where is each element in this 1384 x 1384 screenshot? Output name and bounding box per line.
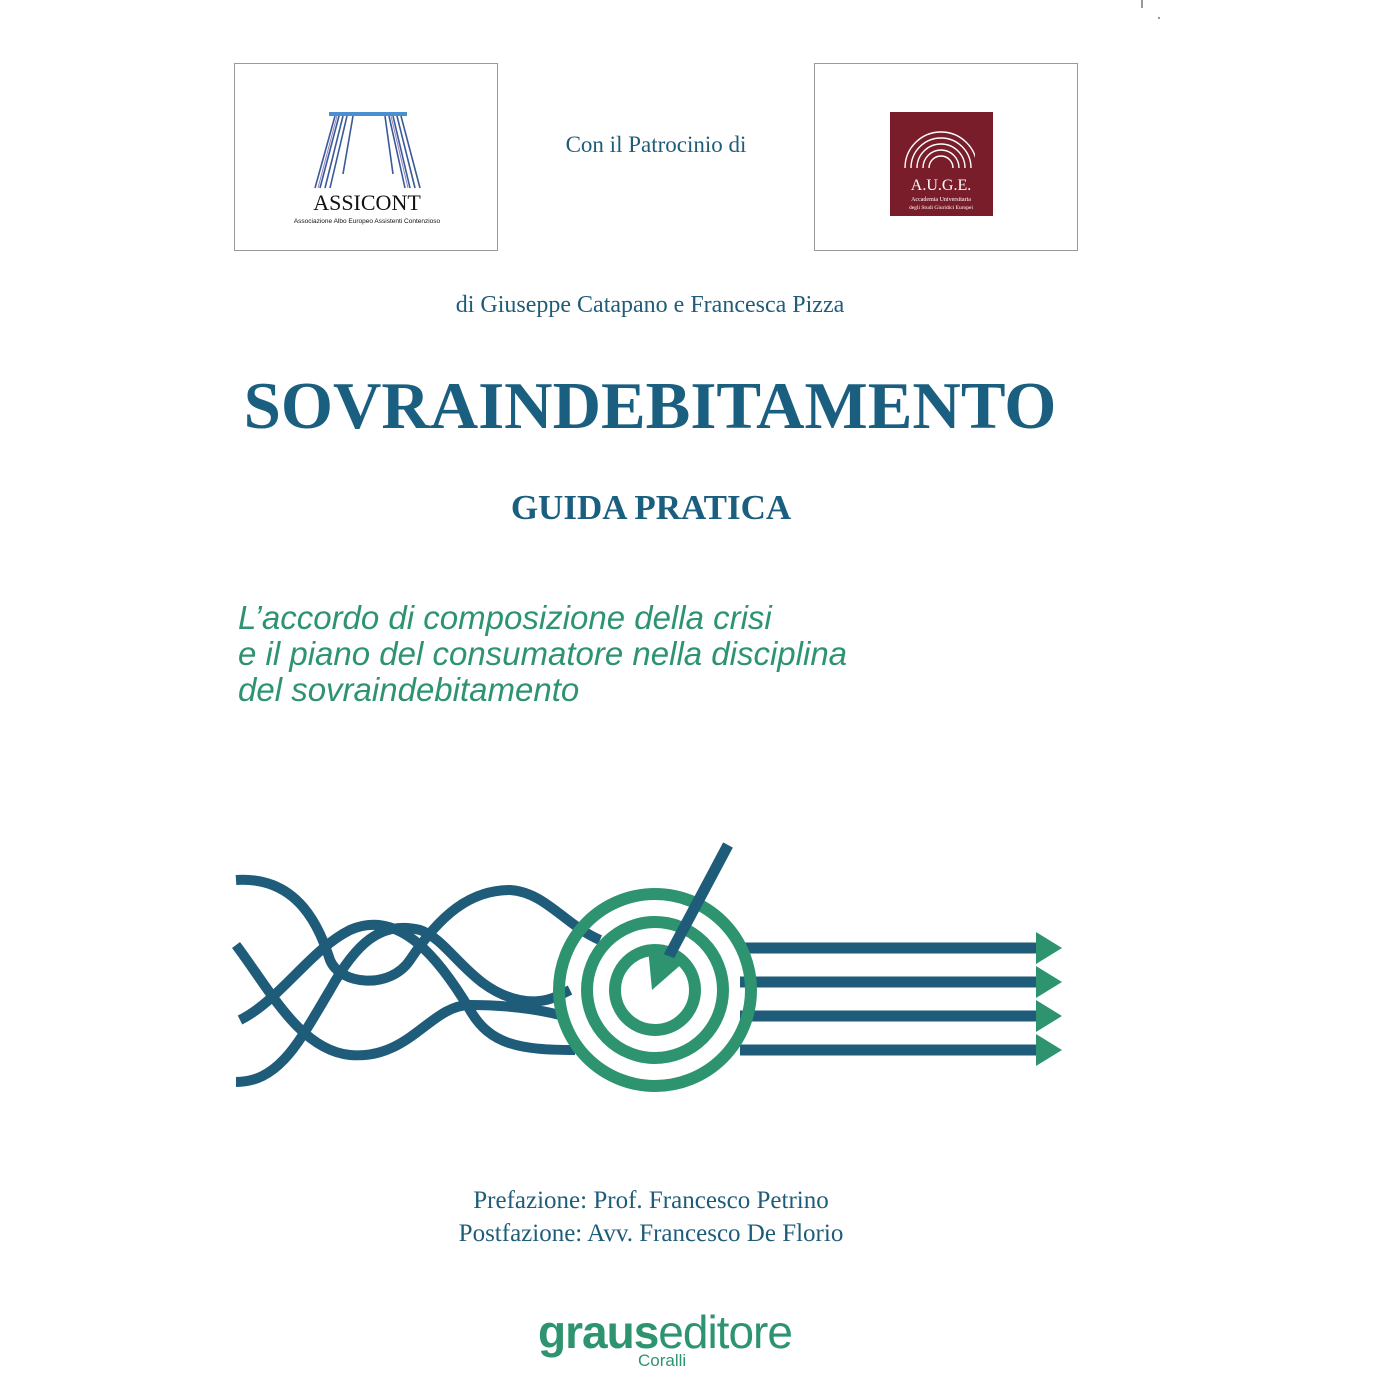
straight-arrows-icon: [740, 932, 1062, 1066]
publisher-brand-light: editore: [658, 1306, 792, 1358]
assicont-logo-box: [234, 63, 498, 251]
cover-illustration: [230, 835, 1070, 1100]
description-line-1: L’accordo di composizione della crisi: [238, 599, 772, 636]
auge-name: A.U.G.E.: [910, 177, 972, 194]
book-title: SOVRAINDEBITAMENTO: [243, 369, 1057, 443]
book-subtitle: GUIDA PRATICA: [510, 488, 792, 527]
assicont-tagline: Associazione Albo Europeo Assistenti Contenzioso: [293, 218, 441, 225]
preface-credit: Prefazione: Prof. Francesco Petrino: [473, 1187, 829, 1214]
publisher-logo: [0, 1305, 1330, 1370]
target-icon: [559, 894, 751, 1086]
assicont-emblem-icon: [235, 64, 499, 252]
auge-line2: degli Studi Giuridici Europei: [908, 205, 974, 211]
book-description: [238, 600, 1038, 708]
publisher-imprint: Coralli: [638, 1351, 687, 1370]
tangled-lines-icon: [236, 880, 600, 1082]
authors: di Giuseppe Catapano e Francesca Pizza: [455, 292, 845, 318]
postface-credit: Postfazione: Avv. Francesco De Florio: [458, 1220, 844, 1247]
publisher-brand-bold: graus: [538, 1306, 659, 1358]
description-line-3: del sovraindebitamento: [238, 671, 580, 708]
auge-line1: Accademia Universitaria: [911, 197, 971, 203]
assicont-name: ASSICONT: [313, 190, 421, 215]
patronage-label: Con il Patrocinio di: [565, 132, 747, 157]
auge-logo-box: [814, 63, 1078, 251]
credits: [0, 1184, 1302, 1250]
crop-mark: [1138, 0, 1168, 22]
description-line-2: e il piano del consumatore nella disciplina: [238, 635, 848, 672]
auge-emblem-icon: [815, 64, 1079, 252]
